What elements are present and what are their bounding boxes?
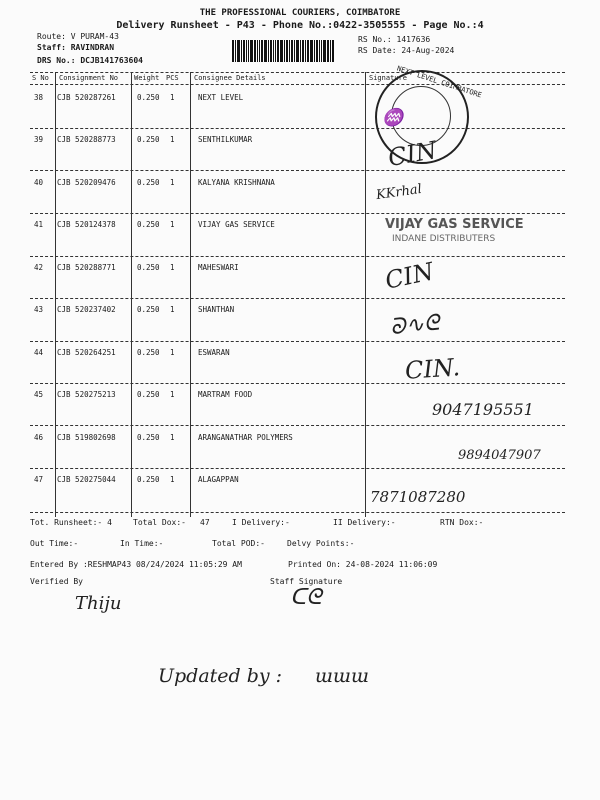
vijay-gas-stamp-line2: INDANE DISTRIBUTERS — [392, 234, 496, 244]
row-pcs: 1 — [170, 263, 175, 272]
row47-phone: 7871087280 — [370, 488, 466, 506]
table-row — [30, 178, 565, 198]
row-sno: 47 — [34, 475, 44, 484]
row-consignment: CJB 520209476 — [57, 178, 116, 187]
row-consignee: VIJAY GAS SERVICE — [198, 220, 275, 229]
vijay-gas-stamp-line1: VIJAY GAS SERVICE — [385, 217, 524, 232]
row-pcs: 1 — [170, 135, 175, 144]
tot-runsheet: Tot. Runsheet:- 4 — [30, 518, 112, 527]
verified-by: Verified By — [30, 577, 83, 586]
row-sno: 46 — [34, 433, 44, 442]
row46-phone: 9894047907 — [458, 448, 541, 463]
row-pcs: 1 — [170, 178, 175, 187]
row-weight: 0.250 — [137, 220, 160, 229]
row-pcs: 1 — [170, 305, 175, 314]
row-consignee: SHANTHAN — [198, 305, 235, 314]
row-consignee: ARANGANATHAR POLYMERS — [198, 433, 293, 442]
table-header-line — [30, 84, 565, 85]
runsheet-title: Delivery Runsheet - P43 - Phone No.:0422-3505555 - Page No.:4 — [116, 20, 484, 31]
row-weight: 0.250 — [137, 475, 160, 484]
updated-by: Updated by : — [158, 665, 283, 687]
row-sno: 41 — [34, 220, 44, 229]
staff-signature-label: Staff Signature — [270, 577, 343, 586]
col-signature: Signature — [369, 74, 407, 82]
table-row — [30, 93, 565, 113]
row-pcs: 1 — [170, 348, 175, 357]
ii-delivery: II Delivery:- — [333, 518, 396, 527]
row-consignee: MARTRAM FOOD — [198, 390, 253, 399]
total-dox-label: Total Dox:- — [133, 518, 186, 527]
printed-on: Printed On: 24-08-2024 11:06:09 — [288, 560, 438, 569]
updated-by-scribble: ɯɯɯ — [315, 665, 370, 687]
row-sno: 45 — [34, 390, 44, 399]
row-pcs: 1 — [170, 93, 175, 102]
row-consignment: CJB 520287261 — [57, 93, 116, 102]
out-time: Out Time:- — [30, 539, 79, 548]
total-dox-value: 47 — [200, 518, 210, 527]
in-time: In Time:- — [120, 539, 164, 548]
row-sno: 42 — [34, 263, 44, 272]
row-weight: 0.250 — [137, 433, 160, 442]
row-consignee: SENTHILKUMAR — [198, 135, 253, 144]
row-consignment: CJB 519802698 — [57, 433, 116, 442]
rs-number: RS No.: 1417636 — [358, 35, 431, 44]
col-consignee: Consignee Details — [194, 74, 266, 82]
row-consignee: ALAGAPPAN — [198, 475, 239, 484]
row-pcs: 1 — [170, 475, 175, 484]
row42-signature: CIN — [382, 257, 437, 295]
delvy-points: Delvy Points:- — [287, 539, 355, 548]
row-consignee: ESWARAN — [198, 348, 230, 357]
table-row — [30, 135, 565, 155]
staff-handwritten-signature: ᑕᘓ — [290, 585, 322, 610]
table-row — [30, 348, 565, 368]
rs-date: RS Date: 24-Aug-2024 — [358, 46, 455, 55]
row-consignment: CJB 520288771 — [57, 263, 116, 272]
col-sno: S No — [32, 74, 49, 82]
barcode — [232, 40, 354, 62]
row-consignee: NEXT LEVEL — [198, 93, 244, 102]
rtn-dox: RTN Dox:- — [440, 518, 484, 527]
row43-signature: ᘐ∿ᘓ — [388, 310, 441, 341]
row-weight: 0.250 — [137, 93, 160, 102]
table-row — [30, 305, 565, 325]
row-weight: 0.250 — [137, 348, 160, 357]
company-name: THE PROFESSIONAL COURIERS, COIMBATORE — [199, 8, 401, 18]
table-row — [30, 475, 565, 495]
row-weight: 0.250 — [137, 390, 160, 399]
col-consignment: Consignment No — [59, 74, 119, 82]
row-sno: 44 — [34, 348, 44, 357]
row-consignee: MAHESWARI — [198, 263, 239, 272]
row-consignment: CJB 520264251 — [57, 348, 116, 357]
row-pcs: 1 — [170, 220, 175, 229]
route: Route: V PURAM-43 — [37, 32, 119, 41]
row45-phone: 9047195551 — [432, 400, 534, 419]
staff: Staff: RAVINDRAN — [37, 43, 115, 52]
row44-signature: CIN. — [404, 353, 461, 385]
row-weight: 0.250 — [137, 263, 160, 272]
row-weight: 0.250 — [137, 178, 160, 187]
entered-by: Entered By :RESHMAP43 08/24/2024 11:05:29 AM — [30, 560, 242, 569]
row-sno: 39 — [34, 135, 44, 144]
row-consignment: CJB 520124378 — [57, 220, 116, 229]
row38-signature: ♒ — [382, 108, 404, 128]
row-pcs: 1 — [170, 390, 175, 399]
row-sno: 38 — [34, 93, 44, 102]
row-consignment: CJB 520237402 — [57, 305, 116, 314]
verifier-signature: Thiju — [75, 593, 122, 614]
row-sno: 40 — [34, 178, 44, 187]
col-pcs: PCS — [166, 74, 179, 82]
col-weight: Weight — [134, 74, 160, 82]
drs-number: DRS No.: DCJB141763604 — [37, 56, 143, 65]
row-consignment: CJB 520288773 — [57, 135, 116, 144]
row-consignee: KALYANA KRISHNANA — [198, 178, 275, 187]
row-pcs: 1 — [170, 433, 175, 442]
stamp-text: NEXT LEVEL COIMBATORE — [395, 64, 483, 100]
row-sno: 43 — [34, 305, 44, 314]
row-weight: 0.250 — [137, 135, 160, 144]
row-weight: 0.250 — [137, 305, 160, 314]
row40-signature: KKrhal — [375, 181, 423, 204]
total-pod: Total POD:- — [212, 539, 265, 548]
table-top-line — [30, 72, 565, 73]
table-row — [30, 263, 565, 283]
row-consignment: CJB 520275044 — [57, 475, 116, 484]
row-consignment: CJB 520275213 — [57, 390, 116, 399]
i-delivery: I Delivery:- — [232, 518, 290, 527]
row39-signature: CIN — [385, 135, 439, 173]
